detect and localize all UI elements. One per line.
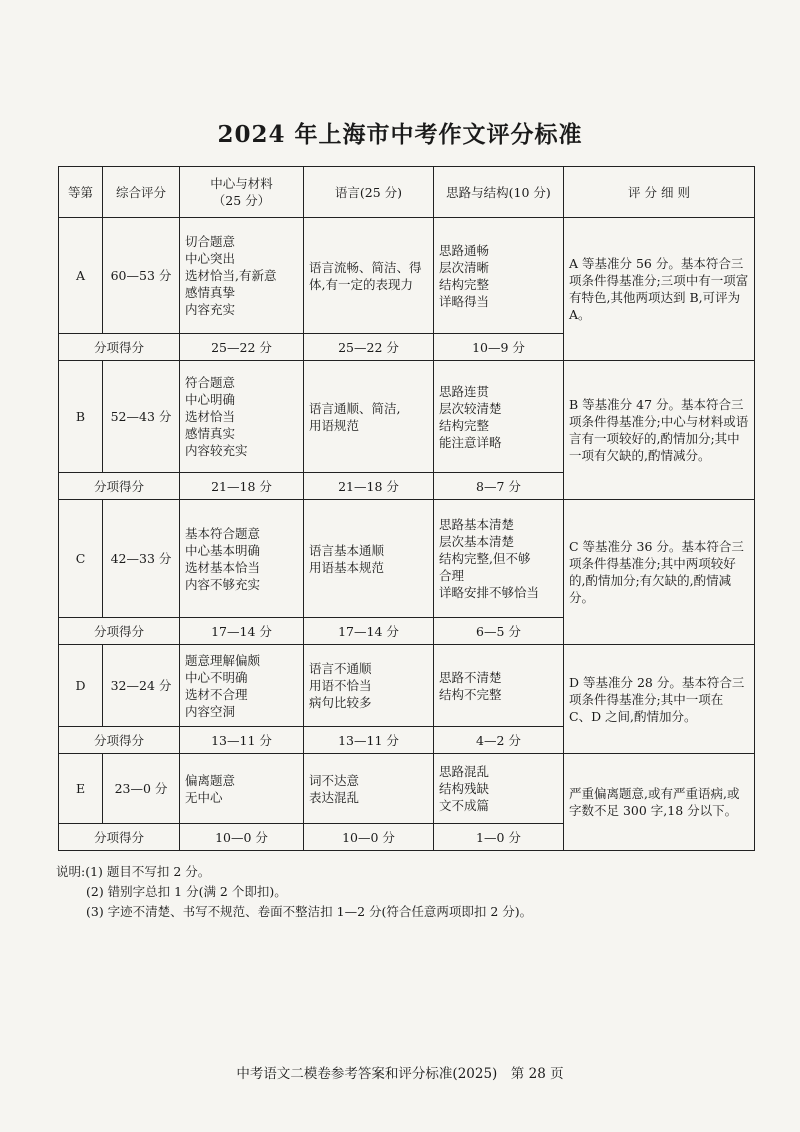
content-criteria: [180, 361, 304, 473]
structure-line: 层次较清楚: [439, 400, 502, 416]
content-line: 无中心: [185, 789, 223, 805]
content-line: 中心明确: [185, 392, 236, 407]
grade-range: 23—0 分: [103, 754, 180, 824]
content-line: 中心基本明确: [185, 542, 261, 558]
content-line: 选材基本恰当: [185, 559, 261, 575]
structure-criteria: [434, 500, 564, 618]
structure-line: 结构完整,但不够: [439, 551, 531, 566]
structure-line: 层次基本清楚: [439, 534, 515, 549]
structure-line: 合理: [439, 568, 465, 583]
structure-line: 结构完整: [439, 276, 490, 292]
structure-criteria: [434, 218, 564, 334]
structure-line: 详略安排不够恰当: [439, 585, 540, 600]
language-line: 用语不恰当: [309, 678, 372, 693]
subscore-value: 10—0 分: [180, 824, 304, 851]
subscore-label: 分项得分: [59, 473, 180, 500]
content-line: 切合题意: [185, 234, 236, 249]
grade-rules: A 等基准分 56 分。基本符合三项条件得基准分;三项中有一项富有特色,其他两项达到 B,可评为 A。: [564, 218, 755, 361]
language-line: 语言通顺、简洁,: [309, 400, 401, 416]
note-1: 说明:(1) 题目不写扣 2 分。: [56, 864, 211, 879]
language-line: 语言基本通顺: [309, 542, 385, 558]
note-3: (3) 字迹不清楚、书写不规范、卷面不整洁扣 1—2 分(符合任意两项即扣 2 分)。: [86, 904, 533, 919]
grade-letter: A: [59, 218, 103, 334]
subscore-value: 13—11 分: [304, 727, 434, 754]
grade-rules: C 等基准分 36 分。基本符合三项条件得基准分;其中两项较好的,酌情加分;有欠缺的,酌情减分。: [564, 500, 755, 645]
content-criteria: [180, 754, 304, 824]
structure-line: 能注意详略: [439, 434, 502, 450]
subscore-value: 13—11 分: [180, 727, 304, 754]
language-criteria: [304, 218, 434, 334]
language-criteria: [304, 645, 434, 727]
note-2: (2) 错别字总扣 1 分(满 2 个即扣)。: [86, 884, 287, 899]
grade-rules: B 等基准分 47 分。基本符合三项条件得基准分;中心与材料或语言有一项较好的,酌情加分;其中一项有欠缺的,酌情减分。: [564, 361, 755, 500]
grade-row: [59, 754, 755, 824]
header-content: 中心与材料 （25 分）: [180, 167, 304, 218]
grade-rules: 严重偏离题意,或有严重语病,或字数不足 300 字,18 分以下。: [564, 754, 755, 851]
subscore-label: 分项得分: [59, 618, 180, 645]
content-line: 感情真挚: [185, 285, 236, 300]
content-line: 中心不明确: [185, 669, 248, 685]
structure-line: 详略得当: [439, 293, 490, 309]
structure-line: 思路基本清楚: [439, 517, 515, 532]
structure-criteria: [434, 361, 564, 473]
grade-letter: D: [59, 645, 103, 727]
structure-line: 思路连贯: [439, 383, 490, 399]
language-criteria: [304, 500, 434, 618]
subscore-value: 4—2 分: [434, 727, 564, 754]
structure-line: 文不成篇: [439, 798, 490, 813]
subscore-value: 17—14 分: [304, 618, 434, 645]
subscore-value: 1—0 分: [434, 824, 564, 851]
structure-line: 结构不完整: [439, 686, 502, 702]
content-line: 感情真实: [185, 426, 236, 441]
language-line: 表达混乱: [309, 789, 360, 805]
language-criteria: [304, 754, 434, 824]
grade-letter: B: [59, 361, 103, 473]
page-title: 2024 年上海市中考作文评分标准: [217, 121, 583, 148]
subscore-value: 8—7 分: [434, 473, 564, 500]
subscore-value: 10—0 分: [304, 824, 434, 851]
grade-letter: E: [59, 754, 103, 824]
table-header-row: [59, 167, 755, 218]
language-criteria: [304, 361, 434, 473]
grade-range: 42—33 分: [103, 500, 180, 618]
content-line: 基本符合题意: [185, 525, 261, 541]
content-line: 内容较充实: [185, 443, 248, 458]
subscore-value: 17—14 分: [180, 618, 304, 645]
header-language: 语言(25 分): [304, 167, 434, 218]
content-line: 内容充实: [185, 302, 236, 317]
scoring-table: [58, 166, 755, 851]
structure-line: 思路通畅: [439, 242, 490, 258]
content-line: 选材恰当: [185, 409, 236, 424]
subscore-value: 25—22 分: [304, 334, 434, 361]
structure-line: 思路不清楚: [439, 669, 502, 685]
subscore-label: 分项得分: [59, 334, 180, 361]
structure-criteria: [434, 754, 564, 824]
structure-criteria: [434, 645, 564, 727]
grade-rules: D 等基准分 28 分。基本符合三项条件得基准分;其中一项在 C、D 之间,酌情加分。: [564, 645, 755, 754]
language-line: 语言不通顺: [309, 661, 372, 676]
page-footer: 中考语文二模卷参考答案和评分标准(2025) 第 28 页: [236, 1066, 564, 1082]
content-line: 题意理解偏颇: [185, 652, 261, 668]
content-line: 选材恰当,有新意: [185, 268, 277, 283]
structure-line: 结构完整: [439, 417, 490, 433]
header-structure: 思路与结构(10 分): [434, 167, 564, 218]
grade-range: 52—43 分: [103, 361, 180, 473]
content-line: 偏离题意: [185, 772, 236, 788]
grade-row: [59, 645, 755, 727]
subscore-value: 21—18 分: [180, 473, 304, 500]
language-line: 病句比较多: [309, 695, 372, 710]
header-rules: 评 分 细 则: [564, 167, 755, 218]
grade-row: [59, 361, 755, 473]
subscore-value: 6—5 分: [434, 618, 564, 645]
header-grade: 等第: [59, 167, 103, 218]
content-line: 选材不合理: [185, 686, 248, 702]
grade-range: 32—24 分: [103, 645, 180, 727]
notes: [56, 862, 756, 922]
content-criteria: [180, 500, 304, 618]
structure-line: 思路混乱: [439, 764, 490, 779]
language-line: 词不达意: [309, 772, 360, 788]
header-overall: 综合评分: [103, 167, 180, 218]
subscore-value: 10—9 分: [434, 334, 564, 361]
subscore-label: 分项得分: [59, 727, 180, 754]
content-criteria: [180, 218, 304, 334]
content-criteria: [180, 645, 304, 727]
content-line: 符合题意: [185, 375, 236, 390]
language-line: 语言流畅、简洁、得: [309, 259, 422, 275]
grade-row: [59, 218, 755, 334]
language-line: 体,有一定的表现力: [309, 276, 413, 292]
content-line: 内容不够充实: [185, 576, 261, 592]
subscore-value: 25—22 分: [180, 334, 304, 361]
structure-line: 层次清晰: [439, 259, 490, 275]
grade-range: 60—53 分: [103, 218, 180, 334]
grade-letter: C: [59, 500, 103, 618]
content-line: 内容空洞: [185, 703, 236, 719]
subscore-label: 分项得分: [59, 824, 180, 851]
subscore-value: 21—18 分: [304, 473, 434, 500]
content-line: 中心突出: [185, 251, 236, 266]
language-line: 用语基本规范: [309, 559, 385, 575]
structure-line: 结构残缺: [439, 781, 490, 796]
language-line: 用语规范: [309, 417, 360, 433]
grade-row: [59, 500, 755, 618]
